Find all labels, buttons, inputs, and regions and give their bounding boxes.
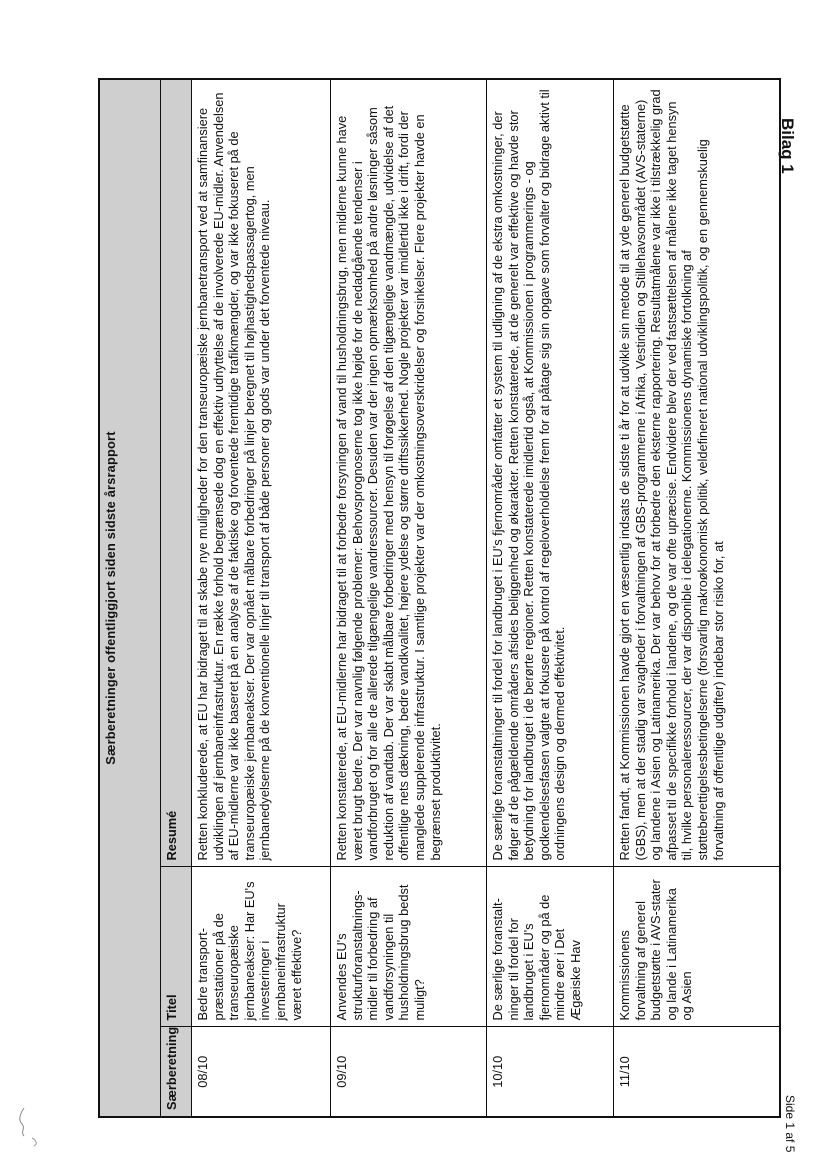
report-number: 08/10 xyxy=(192,1027,331,1117)
table-row xyxy=(614,79,780,1117)
report-title: Kommissionens forvaltning af generel budgetstøtte i AVS-stater og lande i Latinamerika og Asien xyxy=(614,867,780,1027)
handwritten-mark-icon xyxy=(10,1100,50,1150)
annex-label: Bilag 1 xyxy=(778,118,797,174)
column-header-report: Særberetning xyxy=(161,1027,192,1117)
rotated-table-container xyxy=(98,78,768,1118)
table-row xyxy=(192,79,331,1117)
column-header-summary: Resumé xyxy=(161,79,192,867)
table-row xyxy=(331,79,487,1117)
table-title: Særberetninger offentliggjort siden sidste årsrapport xyxy=(99,79,161,1117)
report-number: 09/10 xyxy=(331,1027,487,1117)
report-summary: De særlige foranstaltninger til fordel for landbruget i EU's fjernområder omfatter et system til udligning af de ekstra omkostninger, der følger af de pågældende områders afsides beliggenhed og økarakter. Retten konstaterede, at de generelt var effektive og havde stor betydning for landbruget i de berørte regioner. Retten konstaterede imidlertid også, at Kommissionen i programmerings - og godkendelsesfasen valgte at fokusere på kontrol af regeloverholdelse frem for at påtage sig sin opgave som forvalter og bidrage aktivt til ordningens design og dermed effektivitet. xyxy=(487,79,614,867)
report-number: 11/10 xyxy=(614,1027,780,1117)
report-summary: Retten konstaterede, at EU-midlerne har bidraget til at forbedre forsyningen af vand til husholdningsbrug, men midlerne kunne have været brugt bedre. Der var navnlig følgende problemer: Behovsprognoserne tog ikke højde for de nedadgående tendenser i vandforbruget og for alle de allerede tilgængelige vandressourcer. Desuden var der ingen opmærksomhed på andre løsninger såsom reduktion af vandtab. Der var skabt målbare forbedringer med hensyn til forøgelse af den tilgængelige vandmængde, udvidelse af det offentlige nets dækning, bedre vandkvalitet, højere ydelse og større driftssikkerhed. Nogle projekter var imidlertid ikke i drift, fordi der manglede supplerende infrastruktur. I samtlige projekter var der omkostningsoverskridelser og forsinkelser. Flere projekter havde en begrænset produktivitet. xyxy=(331,79,487,867)
table-row xyxy=(487,79,614,1117)
report-summary: Retten fandt, at Kommissionen havde gjort en væsentlig indsats de sidste ti år for at udvikle sin metode til at yde generel budgetstøtte (GBS), men at der stadig var svagheder i forvaltningen af GBS-programmerne i Afrika, Vestindien og Stillehavsområdet (AVS-staterne) og landene i Asien og Latinamerika. Der var behov for at forbedre den eksterne rapportering. Resultatmålene var ikke i tilstrækkelig grad afpasset til de specifikke forhold i landene, og de var ofte upræcise. Endvidere blev der ved fastsættelsen af målene ikke taget hensyn til, hvilke personaleressourcer, der var disponible i delegationerne. Kommissionens dynamiske fortolkning af støtteberettigelsesbetingelserne (forsvarlig makroøkonomisk politik, veldefineret national udviklingspolitik, og en gennemskuelig forvaltning af offentlige udgifter) indebar stor risiko for, at xyxy=(614,79,780,867)
page-number: Side 1 af 5 xyxy=(783,1095,797,1153)
report-title: Anvendes EU's strukturforanstaltnings-midler til forbedring af vandforsyningen til husholdningsbrug bedst muligt? xyxy=(331,867,487,1027)
report-title: Bedre transport-præstationer på de transeuropæiske jernbaneakser: Har EU's investeringer i jernbaneinfrastruktur været effektive? xyxy=(192,867,331,1027)
report-number: 10/10 xyxy=(487,1027,614,1117)
report-title: De særlige foranstalt-ninger til fordel for landbruget i EU's fjernområder og på de mindre øer i Det Ægæiske Hav xyxy=(487,867,614,1027)
report-summary: Retten konkluderede, at EU har bidraget til at skabe nye muligheder for den transeuropæiske jernbanetransport ved at samfinansiere udviklingen af jernbaneinfrastruktur. En række forhold begrænsede dog en effektiv udnyttelse af de involverede EU-midler. Anvendelsen af EU-midlerne var ikke baseret på en analyse af de faktiske og forventede fremtidige trafikmængder, og var ikke fokuseret på de transeuropæiske jernbaneakser. Der var opnået målbare forbedringer på linjer beregnet til højhastighedspassagertog, men jernbanedyelserne på de konventionelle linjer til transport af både personer og gods var under det forventede niveau. xyxy=(192,79,331,867)
special-reports-table xyxy=(98,78,781,1118)
column-header-title: Titel xyxy=(161,867,192,1027)
